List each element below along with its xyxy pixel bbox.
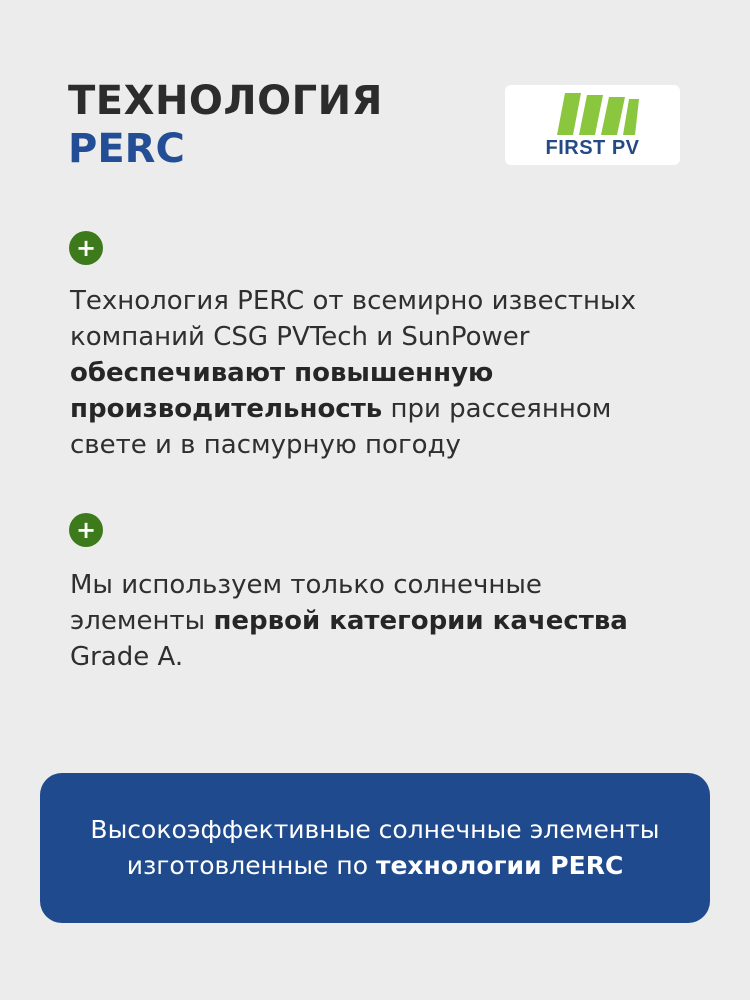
- feature-perc-highlight-2: производительность: [70, 394, 383, 424]
- plus-icon: +: [69, 231, 103, 265]
- perc-banner: [40, 773, 710, 923]
- solar-panels-logo-icon: [557, 93, 639, 135]
- feature-perc-line5: свете и в пасмурную погоду: [70, 430, 461, 460]
- feature-grade-highlight: первой категории качества: [213, 606, 628, 636]
- banner-line1: Высокоэффективные солнечные элементы: [90, 815, 660, 844]
- feature-grade-line1: Мы используем только солнечные: [70, 570, 542, 600]
- page-title-line1: ТЕХНОЛОГИЯ: [68, 78, 383, 124]
- banner-highlight: технологии PERC: [375, 851, 624, 880]
- feature-grade-line3: Grade A.: [70, 642, 184, 672]
- feature-perc-text: [70, 283, 710, 463]
- brand-logo-text: FIRST PV: [545, 137, 640, 159]
- plus-icon: +: [69, 513, 103, 547]
- page-title-line2: PERC: [68, 126, 185, 172]
- banner-line2-regular: изготовленные по: [126, 851, 376, 880]
- feature-grade-text: [70, 567, 710, 675]
- feature-perc-highlight-1: обеспечивают повышенную: [70, 358, 494, 388]
- feature-grade-line2-regular: элементы: [70, 606, 214, 636]
- brand-logo: [505, 85, 680, 165]
- feature-perc-line4-rest: при рассеянном: [382, 394, 612, 424]
- feature-perc-line1: Технология PERC от всемирно известных: [70, 286, 636, 316]
- feature-perc-line2: компаний CSG PVTech и SunPower: [70, 322, 530, 352]
- banner-line2: [127, 848, 624, 884]
